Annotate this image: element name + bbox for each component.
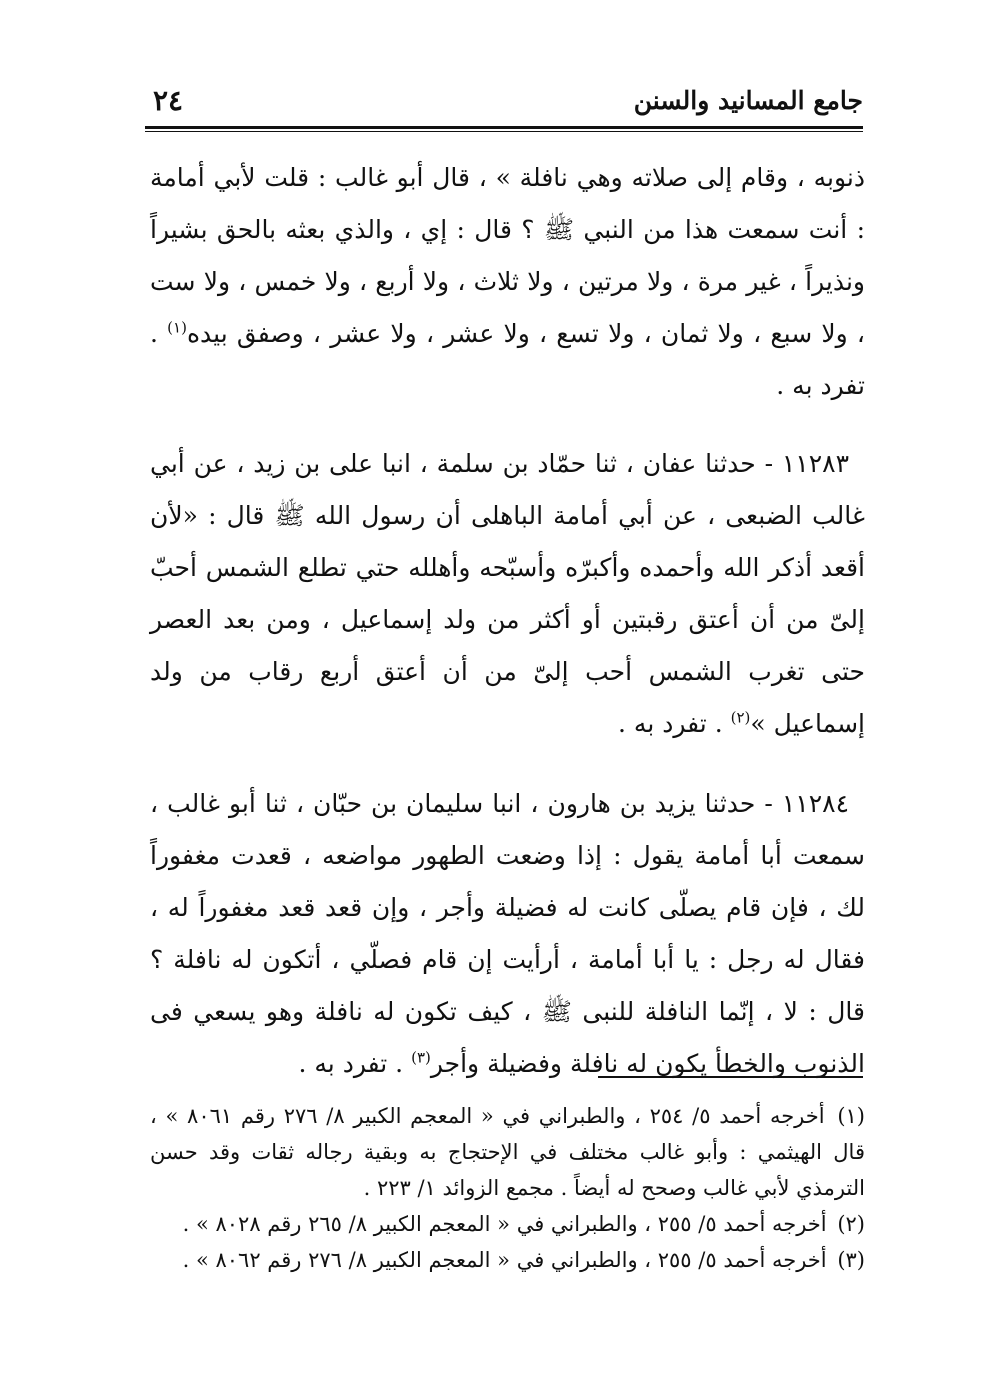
paragraph-continuation bbox=[150, 152, 865, 412]
paragraph-tail: . تفرد به . bbox=[618, 709, 731, 738]
footnote-mark: (٢) bbox=[837, 1212, 865, 1236]
footnote-separator bbox=[598, 1076, 863, 1078]
running-title: جامع المسانيد والسنن bbox=[633, 86, 863, 115]
paragraph-tail: . تفرد به . bbox=[150, 319, 865, 400]
footnote-ref[interactable]: (١) bbox=[167, 318, 187, 337]
footnote-mark: (٣) bbox=[837, 1248, 865, 1272]
header-rule bbox=[145, 126, 863, 129]
footnote-2 bbox=[150, 1206, 865, 1242]
main-text bbox=[150, 152, 865, 1118]
footnote-text: أخرجه أحمد ٥/ ٢٥٤ ، والطبراني في « المعجم الكبير ٨/ ٢٧٦ رقم ٨٠٦١ » ، قال الهيثمي : وأبو غالب مختلف في الإحتجاج به وبقية رجاله ثقات وقد حسن الترمذي لأبي غالب وصحح له أيضاً . مجمع الزوائد ١/ ٢٢٣ . bbox=[150, 1104, 865, 1200]
footnote-text: أخرجه أحمد ٥/ ٢٥٥ ، والطبراني في « المعجم الكبير ٨/ ٢٧٦ رقم ٨٠٦٢ » . bbox=[182, 1248, 827, 1272]
footnotes bbox=[150, 1098, 865, 1278]
footnote-mark: (١) bbox=[837, 1104, 865, 1128]
footnote-text: أخرجه أحمد ٥/ ٢٥٥ ، والطبراني في « المعجم الكبير ٨/ ٢٦٥ رقم ٨٠٢٨ » . bbox=[182, 1212, 827, 1236]
paragraph-text: ١١٢٨٤ - حدثنا يزيد بن هارون ، انبا سليمان بن حبّان ، ثنا أبو غالب ، سمعت أبا أمامة يقول : إذا وضعت الطهور مواضعه ، قعدت مغفوراً لك ، فإن قام يصلّى كانت له فضيلة وأجر ، وإن قعد قعد مغفوراً له ، فقال له رجل : يا أبا أمامة ، أرأيت إن قام فصلّي ، أتكون له نافلة ؟ قال : لا ، إنّما النافلة للنبى ﷺ ، كيف تكون له نافلة وهو يسعي فى الذنوب والخطأ يكون له نافلة وفضيلة وأجر bbox=[150, 789, 865, 1078]
header-rule-thin bbox=[145, 131, 863, 132]
footnote-3 bbox=[150, 1242, 865, 1278]
footnote-1 bbox=[150, 1098, 865, 1206]
page-header bbox=[145, 82, 863, 132]
paragraph-text: ذنوبه ، وقام إلى صلاته وهي نافلة » ، قال أبو غالب : قلت لأبي أمامة : أنت سمعت هذا من النبي ﷺ ؟ قال : إي ، والذي بعثه بالحق بشيراً ونذيراً ، غير مرة ، ولا مرتين ، ولا ثلاث ، ولا أربع ، ولا خمس ، ولا ست ، ولا سبع ، ولا ثمان ، ولا تسع ، ولا عشر ، ولا عشر ، وصفق بيده bbox=[150, 163, 865, 348]
footnote-ref[interactable]: (٢) bbox=[730, 708, 751, 727]
paragraph-text: ١١٢٨٣ - حدثنا عفان ، ثنا حمّاد بن سلمة ، انبا على بن زيد ، عن أبي غالب الضبعى ، عن أبي أمامة الباهلى أن رسول الله ﷺ قال : «لأن أقعد أذكر الله وأحمده وأكبرّه وأسبّحه وأهلله حتي تطلع الشمس أحبّ إلىّ من أن أعتق رقبتين أو أكثر من ولد إسماعيل ، ومن بعد العصر حتى تغرب الشمس أحب إلىّ من أن أعتق أربع رقاب من ولد إسماعيل » bbox=[150, 449, 865, 738]
footnote-ref[interactable]: (٣) bbox=[411, 1048, 431, 1067]
hadith-11283 bbox=[150, 438, 865, 750]
hadith-11284 bbox=[150, 778, 865, 1090]
paragraph-tail: . تفرد به . bbox=[298, 1049, 412, 1078]
page-number: ٢٤ bbox=[153, 84, 184, 117]
